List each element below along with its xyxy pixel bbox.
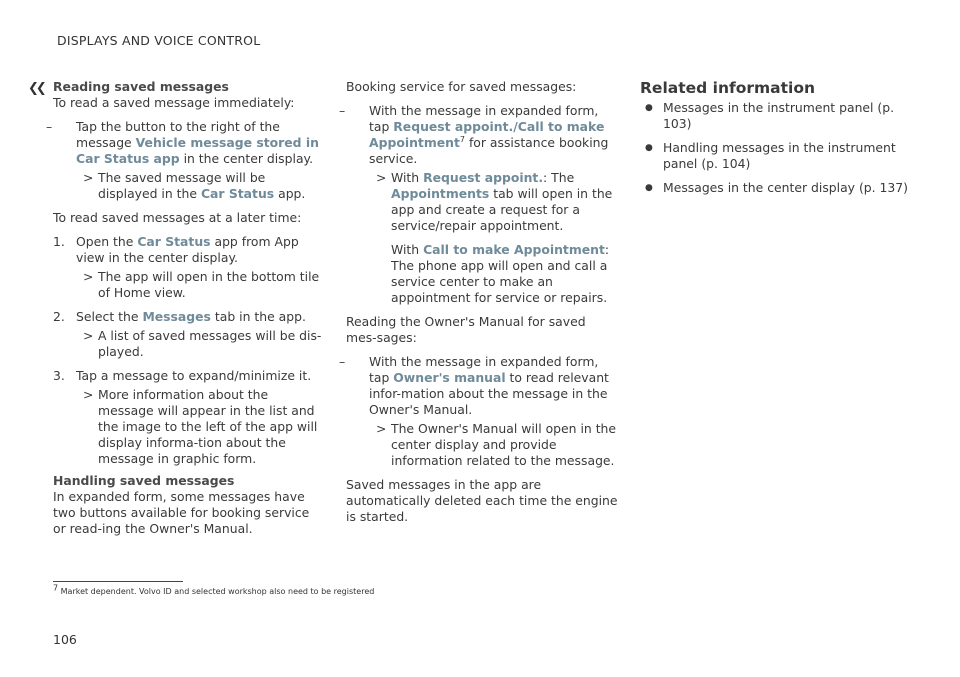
link-vehicle-message-stored[interactable]: Vehicle message stored in Car Status app xyxy=(76,135,319,166)
result-text-end: app. xyxy=(274,186,306,201)
related-link-item[interactable] xyxy=(640,140,920,172)
result-arrow-icon: > xyxy=(83,387,94,402)
result-arrow-icon: > xyxy=(376,170,387,185)
link-request-appointment[interactable]: Request appoint./Call to make Appointment xyxy=(369,119,605,150)
related-link-text[interactable]: Messages in the instrument panel (p. 103) xyxy=(663,100,895,131)
step-owners-manual xyxy=(339,354,618,469)
link-call-to-make-appointment[interactable]: Call to make Appointment xyxy=(423,242,605,257)
result-item xyxy=(369,421,618,469)
step-text: Tap a message to expand/minimize it. xyxy=(76,368,312,383)
step-text-end: to read relevant infor-mation about the message in the Owner's Manual. xyxy=(369,370,609,417)
step-request-appointment xyxy=(339,103,618,306)
intro-booking-service: Booking service for saved messages: xyxy=(346,79,577,94)
footnote-mark: 7 xyxy=(53,583,59,593)
related-link-item[interactable] xyxy=(640,100,920,132)
step-tap-button xyxy=(46,119,325,202)
step-text-end: app from App view in the center display. xyxy=(76,234,299,265)
paragraph-handling: In expanded form, some messages have two buttons available for booking service or read-ing the Owner's Manual. xyxy=(53,489,310,536)
result-text: The app will open in the bottom tile of Home view. xyxy=(98,269,320,300)
related-information-title: Related information xyxy=(640,79,816,97)
numbered-step-2 xyxy=(53,309,325,360)
intro-read-immediately: To read a saved message immediately: xyxy=(53,95,295,110)
result-item xyxy=(76,387,325,467)
link-car-status[interactable]: Car Status xyxy=(200,186,275,201)
related-link-text[interactable]: Handling messages in the instrument panel (p. 104) xyxy=(663,140,896,171)
link-appointments-tab[interactable]: Appointments xyxy=(391,186,490,201)
dash-marker: – xyxy=(339,354,346,369)
step-text-end: tab in the app. xyxy=(210,309,306,324)
footnote xyxy=(53,584,374,600)
result-item xyxy=(76,328,325,360)
result-text: A list of saved messages will be dis-played. xyxy=(98,328,322,359)
numbered-step-1 xyxy=(53,234,325,301)
intro-owners-manual: Reading the Owner's Manual for saved mes-sages: xyxy=(346,314,586,345)
heading-handling-saved-messages: Handling saved messages xyxy=(53,473,235,488)
related-link-text[interactable]: Messages in the center display (p. 137) xyxy=(663,180,909,195)
step-text: Tap the button to the right of the message xyxy=(76,119,280,150)
step-text-end: in the center display. xyxy=(179,151,314,166)
result-arrow-icon: > xyxy=(376,421,387,436)
footnote-text: Market dependent. Volvo ID and selected workshop also need to be registered xyxy=(58,587,375,596)
step-number: 3. xyxy=(53,368,65,383)
paragraph-auto-delete: Saved messages in the app are automatically deleted each time the engine is started. xyxy=(346,477,618,524)
bullet-icon: ● xyxy=(645,143,653,153)
step-text: With the message in expanded form, tap xyxy=(369,354,599,385)
result-continuation xyxy=(391,242,618,306)
result-text: With xyxy=(391,170,424,185)
intro-read-later: To read saved messages at a later time: xyxy=(53,210,302,225)
result-text-mid: : The xyxy=(543,170,575,185)
numbered-step-3 xyxy=(53,368,325,467)
link-owners-manual[interactable]: Owner's manual xyxy=(393,370,506,385)
footnote-reference[interactable]: 7 xyxy=(459,134,465,144)
result-text: More information about the message will appear in the list and the image to the left of the app will display informa-tion about the message in graphic form. xyxy=(98,387,318,466)
result-text: With xyxy=(391,242,424,257)
result-item xyxy=(76,170,325,202)
footnote-divider xyxy=(53,581,183,582)
result-text-end: tab will open in the app and create a request for a service/repair appointment. xyxy=(391,186,613,233)
bullet-icon: ● xyxy=(645,183,653,193)
step-number: 1. xyxy=(53,234,65,249)
link-car-status-app[interactable]: Car Status xyxy=(137,234,211,249)
link-request-appoint[interactable]: Request appoint. xyxy=(423,170,544,185)
step-text-end: for assistance booking service. xyxy=(369,135,609,166)
result-text: The Owner's Manual will open in the center display and provide information related to the message. xyxy=(391,421,617,468)
column-left xyxy=(46,79,325,537)
heading-reading-saved-messages: Reading saved messages xyxy=(53,79,229,94)
result-arrow-icon: > xyxy=(83,269,94,284)
result-arrow-icon: > xyxy=(83,170,94,185)
page-number: 106 xyxy=(53,632,77,647)
result-item xyxy=(76,269,325,301)
section-header: DISPLAYS AND VOICE CONTROL xyxy=(57,33,261,48)
result-text-end: : The phone app will open and call a service center to make an appointment for service or repairs. xyxy=(391,242,610,305)
column-middle xyxy=(339,79,618,525)
result-arrow-icon: > xyxy=(83,328,94,343)
related-link-item[interactable] xyxy=(640,180,920,196)
result-item xyxy=(369,170,618,306)
link-messages-tab[interactable]: Messages xyxy=(142,309,211,324)
bullet-icon: ● xyxy=(645,103,653,113)
back-chevron-icon[interactable]: ❮❮ xyxy=(28,81,44,96)
step-text: Select the xyxy=(76,309,143,324)
result-text: The saved message will be displayed in the xyxy=(98,170,266,201)
step-text: Open the xyxy=(76,234,138,249)
step-text: With the message in expanded form, tap xyxy=(369,103,599,134)
column-right xyxy=(640,79,920,204)
step-number: 2. xyxy=(53,309,65,324)
dash-marker: – xyxy=(339,103,346,118)
dash-marker: – xyxy=(46,119,53,134)
